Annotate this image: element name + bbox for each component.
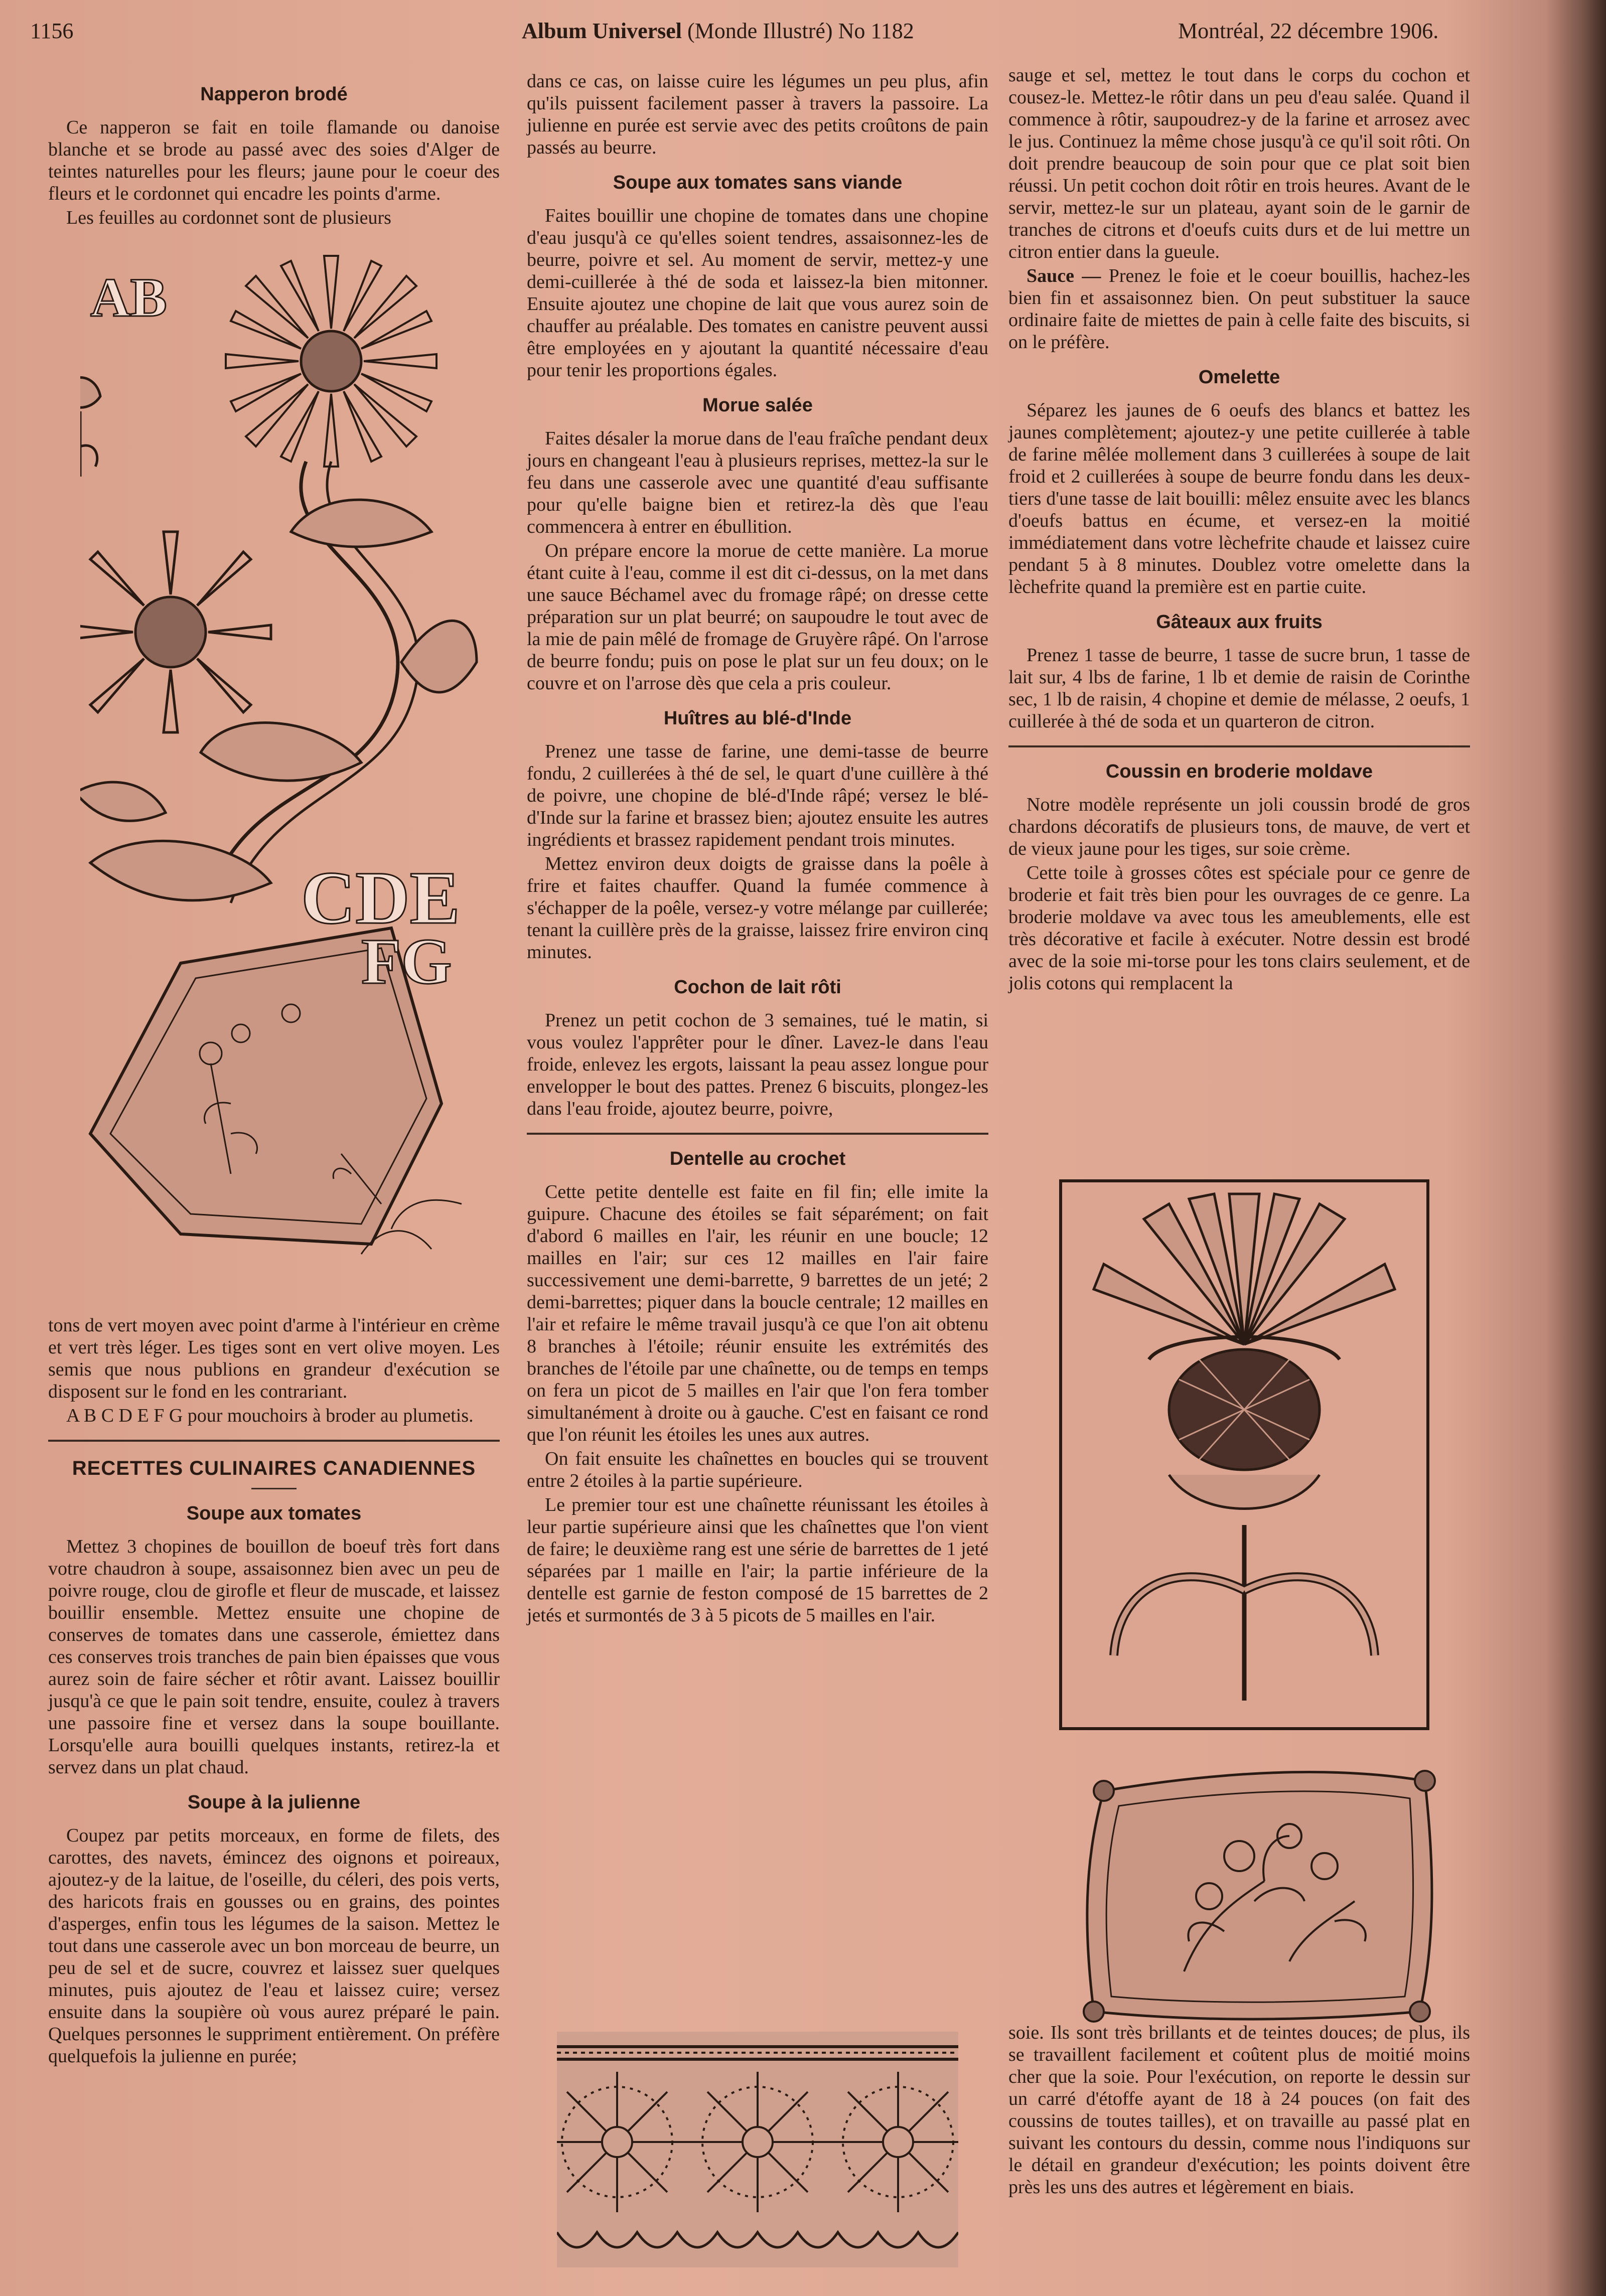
paragraph: Notre modèle représente un joli coussin brodé de gros chardons décoratifs de plusieurs tons, de mauve, de vert et de vieux jaune pour les tiges, sur soie crème.	[1008, 794, 1470, 859]
lace-drawing	[557, 2032, 958, 2267]
crochet-lace-illustration	[557, 2032, 958, 2267]
paragraph: Mettez 3 chopines de bouillon de boeuf très fort dans votre chaudron à soupe, assaisonnez bien avec un peu de poivre rouge, clou de girofle et fleur de muscade, et laissez bouillir ensemble. Mettez ensuite une chopine de conserves de tomates dans une casserole, émiettez dans ces conserves trois tranches de pain bien épaisses que vous aurez soin de faire sécher et rôtir avant. Laissez bouillir jusqu'à ce que le pain soit tendre, ensuite, coulez à travers une passoire fine et versez dans la soupe bouillante. Lorsqu'elle aura bouilli quelques instants, retirez-la et servez dans un plat chaud.	[48, 1536, 500, 1778]
paragraph: Faites désaler la morue dans de l'eau fraîche pendant deux jours en changeant l'eau à plusieurs reprises, mettez-la sur le feu dans une casserole avec une quantité d'eau suffisante pour qu'elle baigne bien et retirez-la dès que l'eau commencera à entrer en ébullition.	[527, 428, 988, 537]
paragraph: Cette toile à grosses côtes est spéciale pour ce genre de broderie et fait très bien pour les ouvrages de ce genre. La broderie moldave va avec tous les ameublements, elle est très décorative et facile à exécuter. Notre dessin est brodé avec de la soie mi-torse pour les tons clairs seulement, et de jolis cotons qui remplacent la	[1008, 862, 1470, 994]
paragraph: Cette petite dentelle est faite en fil fin; elle imite la guipure. Chacune des étoiles se fait séparément; on fait d'abord 6 mailles en l'air, les réunir en une boucle; 12 mailles en l'air; sur ces 12 mailles en l'air faire successivement une demi-barrette, 9 barrettes de un jeté; 2 demi-barrettes; piquer dans la boucle centrale; 12 mailles en l'air et refaire le même travail jusqu'à ce que l'on ait obtenu 8 branches à l'étoile; réunir ensuite les extrémités des branches de l'étoile par une chaînette, ou de temps en temps on fera un picot de 5 mailles en l'air que l'on fera tomber simultanément à droite ou à gauche. C'est en faisant ce rond que l'on réunit les étoiles les unes aux autres.	[527, 1181, 988, 1445]
napperon-embroidery-illustration	[80, 251, 482, 1284]
monogram-ab: AB	[90, 267, 167, 328]
paragraph: Coupez par petits morceaux, en forme de filets, des carottes, des navets, émincez des oignons et poireaux, ajoutez-y de la laitue, de l'oseille, du céleri, des pois verts, des haricots frais en gousses ou en grains, des pointes d'asperges, enfin tous les légumes de la saison. Mettez le tout dans une casserole avec un bon morceau de beurre, un peu de sel et de sucre, couvrez et laissez suer quelques minutes, puis ajoutez de l'eau et laissez cuire; versez ensuite dans la soupière où vous aurez préparé le pain. Quelques personnes le suppriment entièrement. On préfère quelquefois la julienne en purée;	[48, 1825, 500, 2067]
paragraph: On prépare encore la morue de cette manière. La morue étant cuite à l'eau, comme il est dit ci-dessus, on la met dans une sauce Béchamel avec du fromage râpé; on dresse cette préparation sur un plat beurré; on saupoudre le tout avec de la mie de pain mêlé de fromage de Gruyère râpé. On l'arrose de beurre fondu; puis on pose le plat sur un feu doux; on le couvre et on l'arrose dès que cela a pris couleur.	[527, 540, 988, 694]
publication-title: Album Universel	[522, 19, 682, 43]
cushion-illustration	[1074, 1751, 1445, 2032]
heading-soupe-tomates: Soupe aux tomates	[186, 1503, 362, 1524]
paragraph: Prenez un petit cochon de 3 semaines, tué le matin, si vous voulez l'apprêter pour le dîner. Lavez-le dans l'eau froide, enlevez les ergots, laissant la peau assez longue pour envelopper le bout des pattes. Prenez 6 biscuits, plongez-les dans l'eau froide, ajoutez beurre, poivre,	[527, 1010, 988, 1119]
heading-gateaux: Gâteaux aux fruits	[1156, 611, 1323, 633]
paragraph: Le premier tour est une chaînette réunissant les étoiles à leur partie supérieure ainsi que les chaînettes que l'on vient de faire; le deuxième rang est une série de barrettes de 1 jeté séparées par 1 maille en l'air; la partie inférieure de la dentelle est garnie de feston composé de 15 barrettes de 2 jetés et surmontés de 3 à 5 picots de 5 mailles en l'air.	[527, 1494, 988, 1626]
issue-number: No 1182	[838, 19, 914, 43]
heading-dentelle: Dentelle au crochet	[669, 1148, 846, 1169]
heading-omelette: Omelette	[1198, 367, 1280, 388]
cushion-drawing	[1074, 1751, 1445, 2032]
column-3-bottom	[1008, 2022, 1470, 2200]
heading-julienne: Soupe à la julienne	[187, 1792, 361, 1813]
page-spine-shadow	[1546, 0, 1606, 2296]
column-3-top	[1008, 64, 1470, 996]
heading-coussin: Coussin en broderie moldave	[1105, 761, 1373, 782]
masthead	[522, 18, 914, 44]
paragraph: Séparez les jaunes de 6 oeufs des blancs et battez les jaunes complètement; ajoutez-y une petite cuillerée à table de farine mêlée mollement dans 3 cuillerées à soupe de lait froid et 2 cuillerées à soupe de beurre fondu dans les deux-tiers d'une tasse de lait bouilli: mêlez ensuite avec les blancs d'oeufs battus en écume, et versez-en la moitié immédiatement dans votre lèchefrite chaude et laissez cuire pendant 5 à 8 minutes. Doublez votre omelette dans la lèchefrite quand la première est en partie cuite.	[1008, 400, 1470, 597]
napperon-drawing	[80, 251, 482, 1284]
paragraph: On fait ensuite les chaînettes en boucles qui se trouvent entre 2 étoiles à la partie supérieure.	[527, 1448, 988, 1491]
paragraph: sauge et sel, mettez le tout dans le corps du cochon et cousez-le. Mettez-le rôtir dans un peu d'eau salée. Quand il commence à rôtir, saupoudrez-y de la farine et arrosez avec le jus. Continuez la même chose jusqu'à ce qu'il soit rôti. On doit prendre beaucoup de soin pour que ce plat soit bien réussi. Un petit cochon doit rôtir en trois heures. Avant de le servir, mettez-le sur un plateau, ayant soin de le garnir de tranches de citrons et d'oeufs cuits durs et de lui mettre un citron entier dans la gueule.	[1008, 65, 1470, 262]
heading-morue: Morue salée	[702, 395, 813, 416]
column-1-top	[48, 70, 500, 231]
paragraph: Faites bouillir une chopine de tomates dans une chopine d'eau jusqu'à ce qu'elles soient tendres, assaisonnez-les de beurre, poivre et sel. Au moment de servir, mettez-y une demi-cuillerée à thé de soda et laissez-la bien mitonner. Ensuite ajoutez une chopine de lait que vous aurez soin de chauffer au préalable. Des tomates en canistre peuvent aussi être employées en y ajoutant la quantité nécessaire d'eau pour tenir les proportions égales.	[527, 205, 988, 381]
monogram-cde: CDE	[301, 856, 460, 940]
paragraph: Prenez 1 tasse de beurre, 1 tasse de sucre brun, 1 tasse de lait sur, 4 lbs de farine, 1 lb et demie de raisin de Corinthe sec, 1 lb de raisin, 4 chopine et demie de mélasse, 2 oeufs, 1 cuillerée à thé de soda et un quarteron de citron.	[1008, 645, 1470, 732]
heading-huitres: Huîtres au blé-d'Inde	[663, 708, 852, 729]
publication-subtitle: (Monde Illustré)	[687, 19, 833, 43]
dateline: Montréal, 22 décembre 1906.	[1178, 19, 1439, 43]
paragraph: dans ce cas, on laisse cuire les légumes un peu plus, afin qu'ils puissent facilement passer à travers la passoire. La julienne en purée est servie avec des petits croûtons de pain passés au beurre.	[527, 71, 988, 158]
section-divider	[48, 1440, 500, 1442]
paragraph: A B C D E F G pour mouchoirs à broder au plumetis.	[66, 1405, 474, 1426]
heading-tomates-sans-viande: Soupe aux tomates sans viande	[613, 172, 903, 193]
column-2	[527, 70, 988, 1628]
heading-cochon: Cochon de lait rôti	[674, 977, 841, 998]
heading-napperon: Napperon brodé	[200, 84, 348, 105]
short-divider	[251, 1488, 297, 1489]
sauce-label: Sauce —	[1027, 265, 1101, 286]
thistle-drawing	[1059, 1179, 1430, 1731]
paragraph: Les feuilles au cordonnet sont de plusieurs	[66, 207, 391, 228]
paragraph	[1008, 265, 1470, 353]
sauce-text: Prenez le foie et le coeur bouillis, hachez-les bien fin et assaisonnez bien. On peut substituer la sauce ordinaire faite de miettes de pain à celle faite des biscuits, si on le préfère.	[1008, 265, 1471, 353]
paragraph: Ce napperon se fait en toile flamande ou danoise blanche et se brode au passé avec des soies d'Alger de teintes naturelles pour les fleurs; jaune pour le coeur des fleurs et le cordonnet qui encadre les points d'arme.	[48, 117, 500, 204]
column-1-bottom	[48, 1314, 500, 2069]
paragraph: Prenez une tasse de farine, une demi-tasse de beurre fondu, 2 cuillerées à thé de sel, le quart d'une cuillère à thé de poivre, une chopine de blé-d'Inde râpé; versez le blé-d'Inde sur la farine et brassez bien; ajoutez ensuite les autres ingrédients et brassez rapidement pendant trois minutes.	[527, 741, 988, 850]
paragraph: Mettez environ deux doigts de graisse dans la poêle à frire et faites chauffer. Quand la fumée commence à s'échapper de la poêle, versez-y votre mélange par cuillerée; tenant la cuillère près de la graisse, laissez frire environ cinq minutes.	[527, 853, 988, 963]
monogram-fg: FG	[361, 926, 452, 998]
thistle-embroidery-illustration	[1059, 1179, 1430, 1731]
paragraph: tons de vert moyen avec point d'arme à l'intérieur en crème et vert très léger. Les tiges sont en vert olive moyen. Les semis que nous publions en grandeur d'exécution se disposent sur le fond en les contrariant.	[48, 1315, 500, 1402]
section-divider	[527, 1133, 988, 1135]
heading-recettes: RECETTES CULINAIRES CANADIENNES	[72, 1457, 476, 1479]
section-divider	[1008, 745, 1470, 747]
page-number: 1156	[30, 19, 74, 43]
paragraph: soie. Ils sont très brillants et de teintes douces; de plus, ils se travaillent facilement et coûtent plus de moitié moins cher que la soie. Pour l'exécution, on reporte le dessin sur un carré d'étoffe ayant de 18 à 24 pouces (on fait des coussins de toutes tailles), et on travaille au passé plat en suivant les contours du dessin, comme nous l'indiquons sur le détail en grandeur d'exécution; les points doivent être près les uns des autres et légèrement en biais.	[1008, 2022, 1470, 2198]
